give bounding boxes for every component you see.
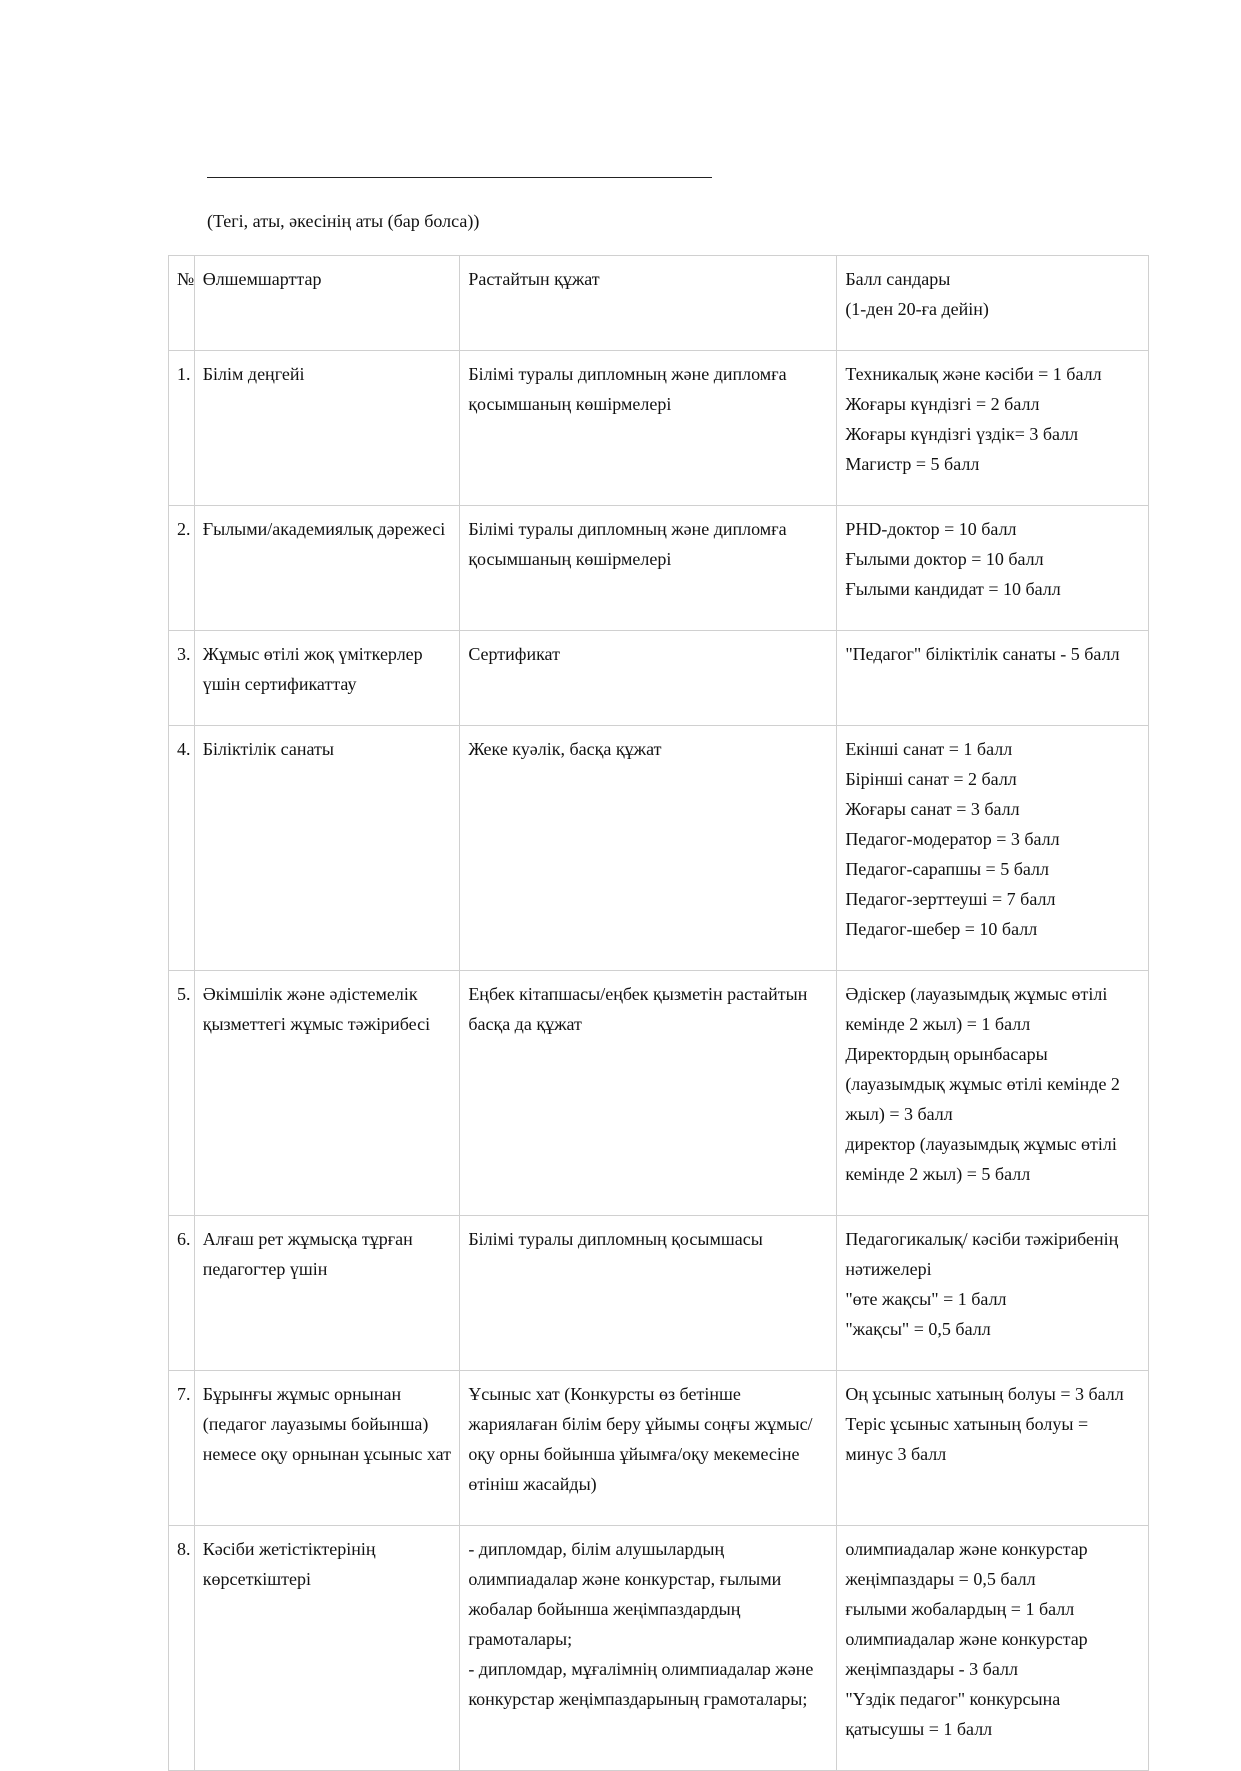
row-score (837, 1371, 1149, 1526)
score-line: ғылыми жобалардың = 1 балл (845, 1599, 1075, 1619)
score-line: PHD-доктор = 10 балл (845, 519, 1017, 539)
name-underline (207, 177, 712, 178)
document-line: - дипломдар, білім алушылардың олимпиадалар және конкурстар, ғылыми жобалар бойынша жеңімпаздардың грамоталары; (468, 1539, 786, 1649)
row-criteria: Кәсіби жетістіктерінің көрсеткіштері (194, 1526, 460, 1771)
header-document: Растайтын құжат (460, 256, 837, 351)
document-line: - дипломдар, мұғалімнің олимпиадалар және конкурстар жеңімпаздарының грамоталары; (468, 1659, 818, 1709)
row-document (460, 971, 837, 1216)
score-line: Педагог-модератор = 3 балл (845, 829, 1060, 849)
row-score (837, 971, 1149, 1216)
score-line: Техникалық және кәсіби = 1 балл (845, 364, 1102, 384)
document-line: Ұсыныс хат (Конкурсты өз бетінше жариялаған білім беру ұйымы соңғы жұмыс/оқу орны бойынша ұйымға/оқу мекемесіне өтініш жасайды) (468, 1384, 813, 1494)
name-caption: (Тегі, аты, әкесінің аты (бар болса)) (207, 211, 480, 231)
row-document (460, 351, 837, 506)
row-number: 5. (169, 971, 195, 1216)
score-line: "Үздік педагог" конкурсына қатысушы = 1 балл (845, 1689, 1065, 1739)
row-criteria: Алғаш рет жұмысқа тұрған педагогтер үшін (194, 1216, 460, 1371)
row-number: 8. (169, 1526, 195, 1771)
score-line: Жоғары санат = 3 балл (845, 799, 1020, 819)
row-criteria: Бұрынғы жұмыс орнынан (педагог лауазымы бойынша) немесе оқу орнынан ұсыныс хат (194, 1371, 460, 1526)
score-line: Теріс ұсыныс хатының болуы = минус 3 балл (845, 1414, 1093, 1464)
table-row (169, 631, 1149, 726)
score-line: Педагог-шебер = 10 балл (845, 919, 1038, 939)
row-criteria: Ғылыми/академиялық дәрежесі (194, 506, 460, 631)
header-num: № (169, 256, 195, 351)
document-line: Сертификат (468, 644, 560, 664)
score-line: Екінші санат = 1 балл (845, 739, 1013, 759)
row-criteria: Әкімшілік және әдістемелік қызметтегі жұмыс тәжірибесі (194, 971, 460, 1216)
table-row (169, 506, 1149, 631)
row-document (460, 1371, 837, 1526)
criteria-table (168, 255, 1149, 1771)
row-score (837, 726, 1149, 971)
score-line: олимпиадалар және конкурстар жеңімпаздары = 0,5 балл (845, 1539, 1093, 1589)
row-document (460, 1216, 837, 1371)
score-line: "жақсы" = 0,5 балл (845, 1319, 991, 1339)
row-score (837, 1526, 1149, 1771)
row-document (460, 726, 837, 971)
score-line: Магистр = 5 балл (845, 454, 980, 474)
score-line: Директордың орынбасары (лауазымдық жұмыс өтілі кемінде 2 жыл) = 3 балл (845, 1044, 1125, 1124)
score-line: "Педагог" біліктілік санаты - 5 балл (845, 644, 1120, 664)
criteria-table-body (169, 256, 1149, 1771)
row-number: 6. (169, 1216, 195, 1371)
score-line: Педагогикалық/ кәсіби тәжірибенің нәтижелері (845, 1229, 1123, 1279)
header-score-line: Балл сандары (845, 269, 951, 289)
row-criteria: Білім деңгейі (194, 351, 460, 506)
row-score (837, 631, 1149, 726)
document-line: Білімі туралы дипломның және дипломға қосымшаның көшірмелері (468, 364, 792, 414)
table-row (169, 1371, 1149, 1526)
row-score (837, 1216, 1149, 1371)
document-line: Жеке куәлік, басқа құжат (468, 739, 662, 759)
row-number: 1. (169, 351, 195, 506)
table-row (169, 1526, 1149, 1771)
header-score-line: (1-ден 20-ға дейін) (845, 299, 989, 319)
document-line: Білімі туралы дипломның және дипломға қосымшаның көшірмелері (468, 519, 792, 569)
table-row (169, 971, 1149, 1216)
table-header-row (169, 256, 1149, 351)
score-line: олимпиадалар және конкурстар жеңімпаздары - 3 балл (845, 1629, 1093, 1679)
header-score (837, 256, 1149, 351)
score-line: Жоғары күндізгі = 2 балл (845, 394, 1040, 414)
score-line: Ғылыми доктор = 10 балл (845, 549, 1044, 569)
row-score (837, 506, 1149, 631)
score-line: директор (лауазымдық жұмыс өтілі кемінде 2 жыл) = 5 балл (845, 1134, 1122, 1184)
row-number: 7. (169, 1371, 195, 1526)
score-line: Педагог-сарапшы = 5 балл (845, 859, 1049, 879)
row-number: 2. (169, 506, 195, 631)
score-line: Бірінші санат = 2 балл (845, 769, 1017, 789)
row-number: 3. (169, 631, 195, 726)
table-row (169, 351, 1149, 506)
row-criteria: Біліктілік санаты (194, 726, 460, 971)
row-document (460, 1526, 837, 1771)
table-row (169, 1216, 1149, 1371)
row-score (837, 351, 1149, 506)
table-row (169, 726, 1149, 971)
score-line: Әдіскер (лауазымдық жұмыс өтілі кемінде 2 жыл) = 1 балл (845, 984, 1112, 1034)
score-line: Жоғары күндізгі үздік= 3 балл (845, 424, 1079, 444)
row-document (460, 506, 837, 631)
row-document (460, 631, 837, 726)
row-number: 4. (169, 726, 195, 971)
document-line: Еңбек кітапшасы/еңбек қызметін растайтын басқа да құжат (468, 984, 812, 1034)
score-line: "өте жақсы" = 1 балл (845, 1289, 1007, 1309)
document-line: Білімі туралы дипломның қосымшасы (468, 1229, 763, 1249)
row-criteria: Жұмыс өтілі жоқ үміткерлер үшін сертификаттау (194, 631, 460, 726)
score-line: Ғылыми кандидат = 10 балл (845, 579, 1061, 599)
header-criteria: Өлшемшарттар (194, 256, 460, 351)
score-line: Оң ұсыныс хатының болуы = 3 балл (845, 1384, 1124, 1404)
score-line: Педагог-зерттеуші = 7 балл (845, 889, 1056, 909)
